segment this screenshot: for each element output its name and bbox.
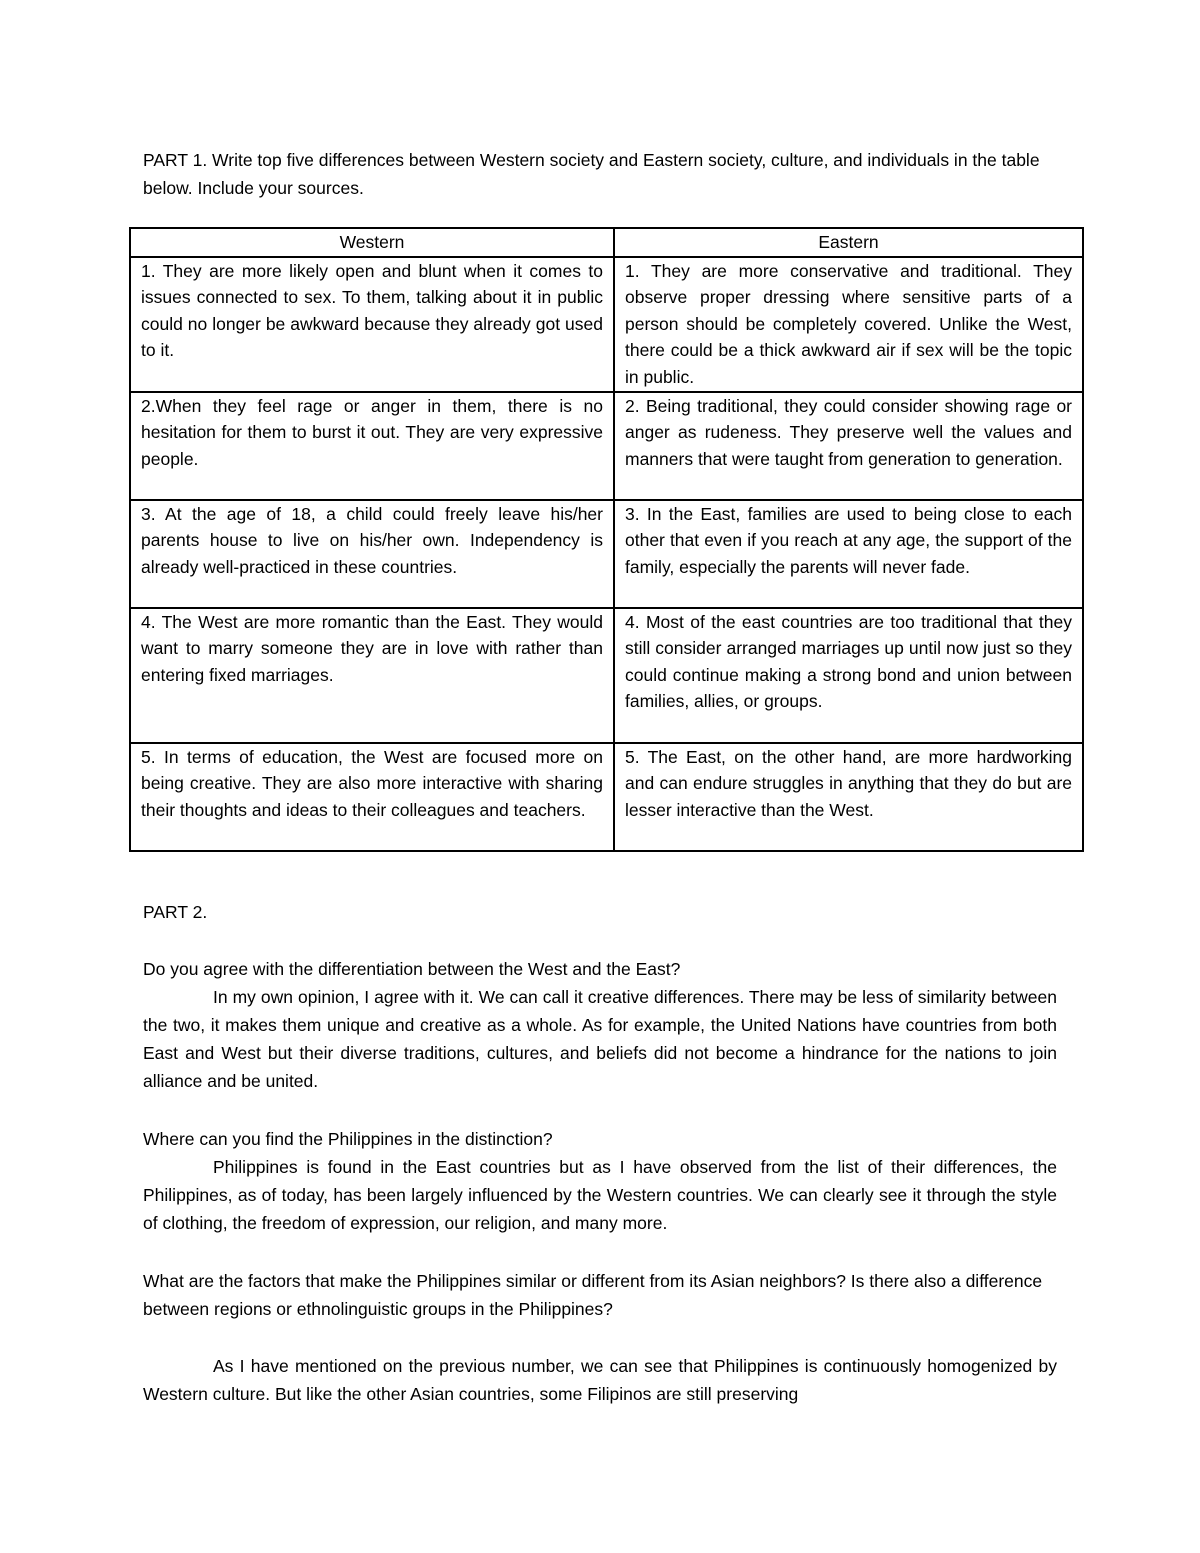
western-cell: 3. At the age of 18, a child could freely leave his/her parents house to live on his/her own. Independency is already well-practiced in these countries.	[130, 500, 614, 608]
eastern-cell: 3. In the East, families are used to being close to each other that even if you reach at any age, the support of the family, especially the parents will never fade.	[614, 500, 1083, 608]
table-row	[130, 608, 1083, 743]
question-2: Where can you find the Philippines in the distinction?	[143, 1129, 553, 1149]
question-block-1	[143, 955, 1057, 1095]
answer-2: Philippines is found in the East countries but as I have observed from the list of their differences, the Philippines, as of today, has been largely influenced by the Western countries. We can clearly see it through the style of clothing, the freedom of expression, our religion, and many more.	[143, 1157, 1057, 1233]
question-block-3	[143, 1267, 1057, 1323]
eastern-cell: 4. Most of the east countries are too traditional that they still consider arranged marriages up until now just so they could continue making a strong bond and union between families, allies, or groups.	[614, 608, 1083, 743]
table-row	[130, 257, 1083, 392]
eastern-cell: 2. Being traditional, they could consider showing rage or anger as rudeness. They preserve well the values and manners that were taught from generation to generation.	[614, 392, 1083, 500]
header-eastern: Eastern	[614, 228, 1083, 257]
table-row	[130, 392, 1083, 500]
western-cell: 1. They are more likely open and blunt when it comes to issues connected to sex. To them, talking about it in public could no longer be awkward because they already got used to it.	[130, 257, 614, 392]
differences-table	[129, 227, 1084, 852]
header-western: Western	[130, 228, 614, 257]
answer-3: As I have mentioned on the previous number, we can see that Philippines is continuously homogenized by Western culture. But like the other Asian countries, some Filipinos are still preserving	[143, 1356, 1057, 1404]
question-3: What are the factors that make the Philippines similar or different from its Asian neighbors? Is there also a difference between regions or ethnolinguistic groups in the Philippines?	[143, 1271, 1043, 1319]
answer-1: In my own opinion, I agree with it. We can call it creative differences. There may be less of similarity between the two, it makes them unique and creative as a whole. As for example, the United Nations have countries from both East and West but their diverse traditions, cultures, and beliefs did not become a hindrance for the nations to join alliance and be united.	[143, 987, 1057, 1091]
table-row	[130, 743, 1083, 851]
western-cell: 4. The West are more romantic than the East. They would want to marry someone they are in love with rather than entering fixed marriages.	[130, 608, 614, 743]
question-1: Do you agree with the differentiation between the West and the East?	[143, 959, 681, 979]
eastern-cell: 1. They are more conservative and traditional. They observe proper dressing where sensitive parts of a person should be completely covered. Unlike the West, there could be a thick awkward air if sex will be the topic in public.	[614, 257, 1083, 392]
table-row	[130, 500, 1083, 608]
eastern-cell: 5. The East, on the other hand, are more hardworking and can endure struggles in anything that they do but are lesser interactive than the West.	[614, 743, 1083, 851]
part1-instructions: PART 1. Write top five differences between Western society and Eastern society, culture, and individuals in the table below. Include your sources.	[143, 150, 1040, 198]
answer-block-3	[143, 1352, 1057, 1408]
table-header-row	[130, 228, 1083, 257]
part2-heading: PART 2.	[143, 902, 208, 922]
western-cell: 2.When they feel rage or anger in them, there is no hesitation for them to burst it out. They are very expressive people.	[130, 392, 614, 500]
western-cell: 5. In terms of education, the West are focused more on being creative. They are also more interactive with sharing their thoughts and ideas to their colleagues and teachers.	[130, 743, 614, 851]
question-block-2	[143, 1125, 1057, 1237]
